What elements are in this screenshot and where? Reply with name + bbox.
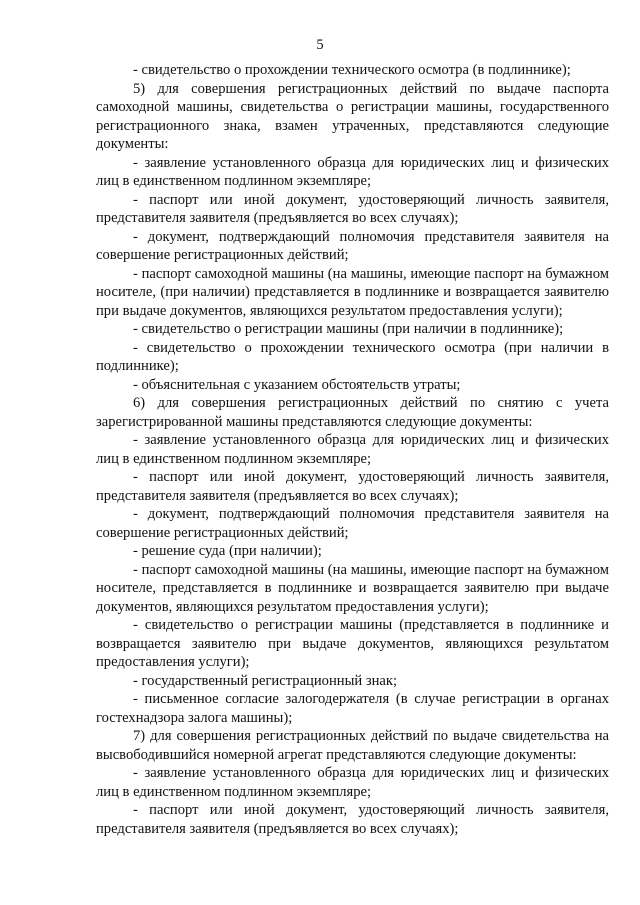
paragraph: 5) для совершения регистрационных действий по выдаче паспорта самоходной машины, свидетельства о регистрации машины, государственного регистрационного знака, взамен утраченных, представляются следующие документы: xyxy=(96,80,609,152)
paragraph: - объяснительная с указанием обстоятельств утраты; xyxy=(133,376,461,393)
paragraph: - заявление установленного образца для юридических лиц и физических лиц в единственном подлинном экземпляре; xyxy=(96,765,609,800)
document-body xyxy=(96,61,609,838)
paragraph: - документ, подтверждающий полномочия представителя заявителя на совершение регистрационных действий; xyxy=(96,506,609,541)
paragraph: - паспорт или иной документ, удостоверяющий личность заявителя, представителя заявителя (предъявляется во всех случаях); xyxy=(96,802,609,837)
page-number: 5 xyxy=(316,37,324,53)
paragraph: - свидетельство о регистрации машины (представляется в подлиннике и возвращается заявителю при выдаче документов, являющихся результатом предоставления услуги); xyxy=(96,617,609,670)
paragraph: - паспорт самоходной машины (на машины, имеющие паспорт на бумажном носителе, (при наличии) представляется в подлиннике и возвращается заявителю при выдаче документов, являющихся результатом предоставления услуги); xyxy=(96,265,609,319)
paragraph: - заявление установленного образца для юридических лиц и физических лиц в единственном подлинном экземпляре; xyxy=(96,432,609,467)
paragraph: - письменное согласие залогодержателя (в случае регистрации в органах гостехнадзора залога машины); xyxy=(96,691,609,726)
paragraph: - свидетельство о прохождении технического осмотра (при наличии в подлиннике); xyxy=(96,339,609,374)
paragraph: - паспорт самоходной машины (на машины, имеющие паспорт на бумажном носителе, представляется в подлиннике и возвращается заявителю при выдаче документов, являющихся результатом предоставления услуги); xyxy=(96,561,609,615)
paragraph: - паспорт или иной документ, удостоверяющий личность заявителя, представителя заявителя (предъявляется во всех случаях); xyxy=(96,191,609,226)
paragraph: - паспорт или иной документ, удостоверяющий личность заявителя, представителя заявителя (предъявляется во всех случаях); xyxy=(96,469,609,504)
paragraph: - заявление установленного образца для юридических лиц и физических лиц в единственном подлинном экземпляре; xyxy=(96,154,609,189)
paragraph: - свидетельство о прохождении технического осмотра (в подлиннике); xyxy=(133,62,571,78)
paragraph: 7) для совершения регистрационных действий по выдаче свидетельства на высвободившийся номерной агрегат представляются следующие документы: xyxy=(96,728,609,763)
paragraph: - государственный регистрационный знак; xyxy=(133,672,398,689)
paragraph: - решение суда (при наличии); xyxy=(133,543,322,559)
paragraph: - свидетельство о регистрации машины (при наличии в подлиннике); xyxy=(133,321,564,337)
paragraph: - документ, подтверждающий полномочия представителя заявителя на совершение регистрационных действий; xyxy=(96,228,609,263)
paragraph: 6) для совершения регистрационных действий по снятию с учета зарегистрированной машины представляются следующие документы: xyxy=(96,395,609,430)
